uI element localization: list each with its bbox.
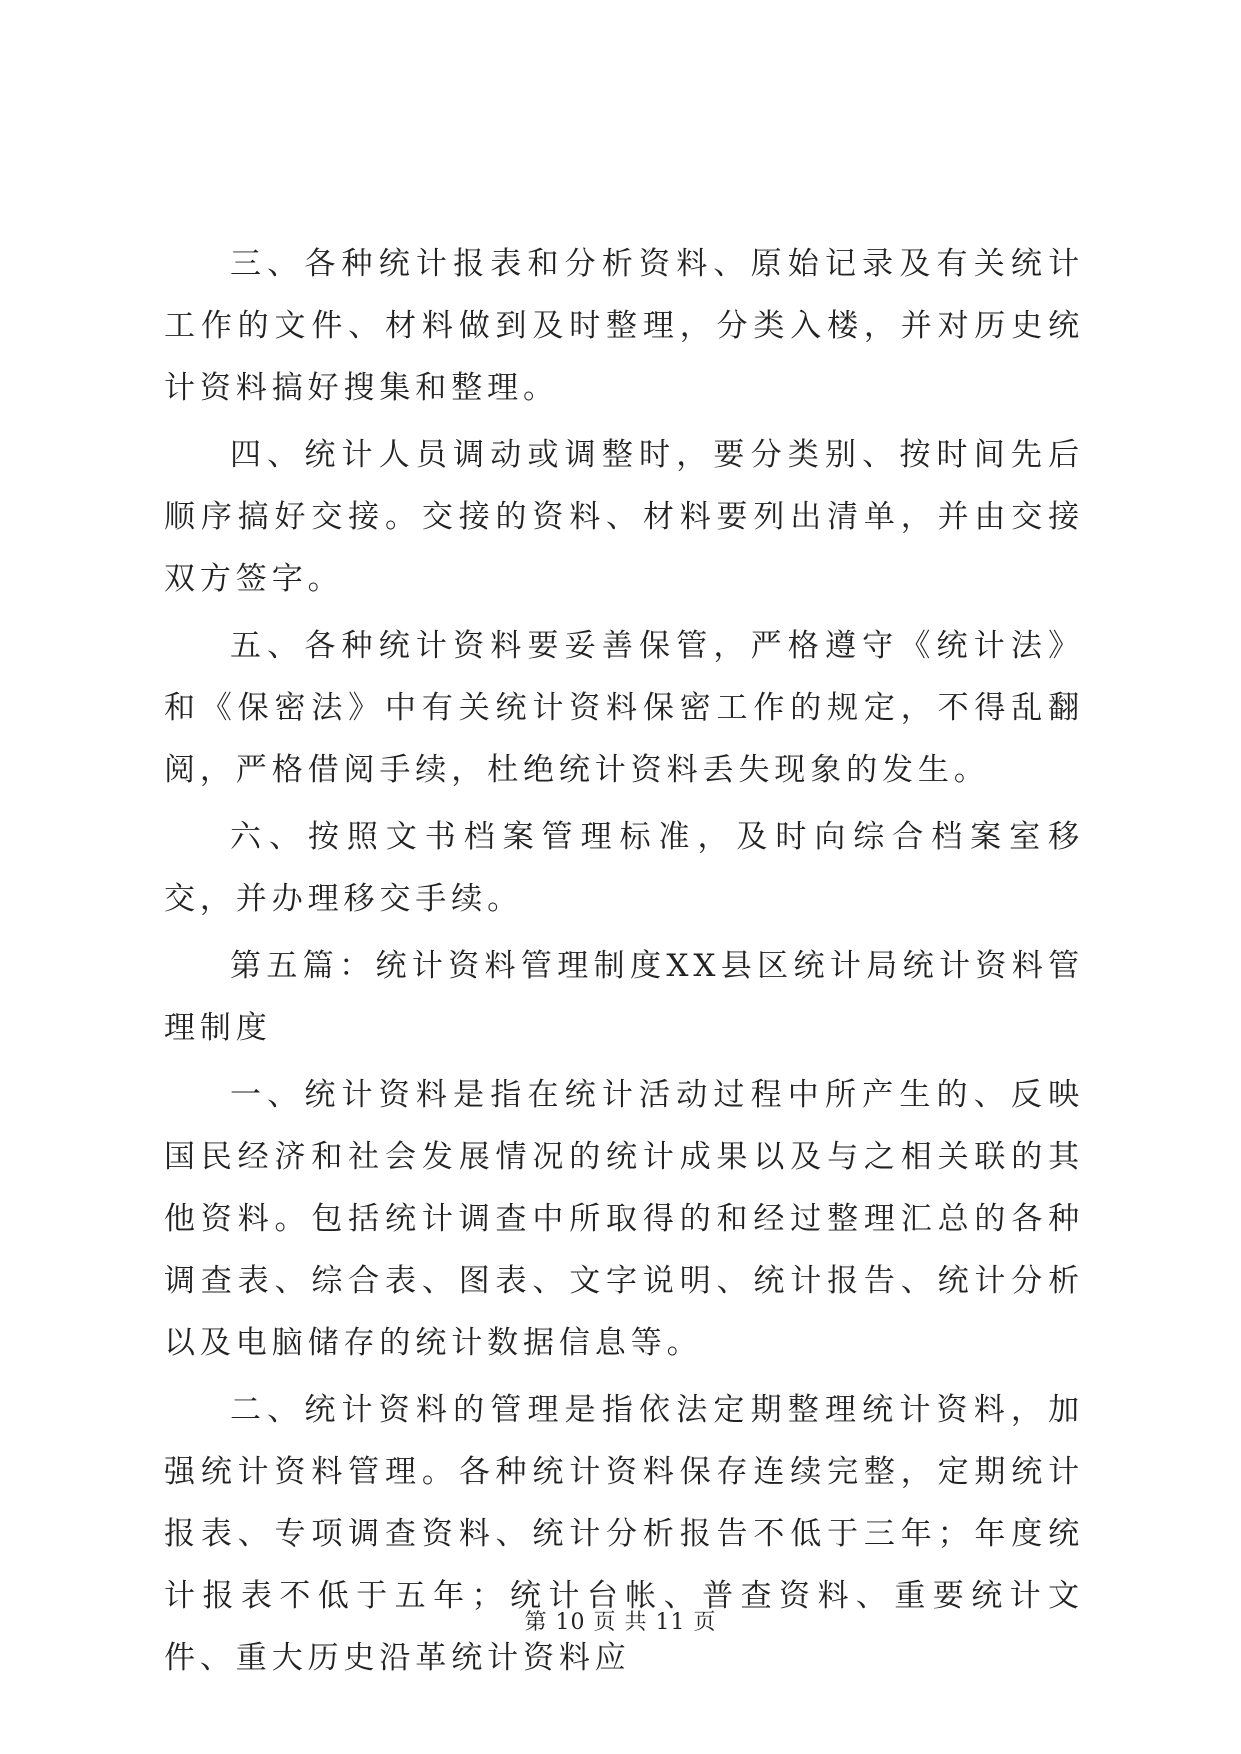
- paragraph-item-1: 一、统计资料是指在统计活动过程中所产生的、反映国民经济和社会发展情况的统计成果以及与之相关联的其他资料。包括统计调查中所取得的和经过整理汇总的各种调查表、综合表、图表、文字说明、统计报告、统计分析以及电脑储存的统计数据信息等。: [164, 1077, 1084, 1361]
- paragraph-item-2: 二、统计资料的管理是指依法定期整理统计资料，加强统计资料管理。各种统计资料保存连续完整，定期统计报表、专项调查资料、统计分析报告不低于三年；年度统计报表不低于五年；统计台帐、普查资料、重要统计文件、重大历史沿革统计资料应: [164, 1392, 1084, 1676]
- document-body: [164, 233, 1084, 1694]
- paragraph-section-4: 四、统计人员调动或调整时，要分类别、按时间先后顺序搞好交接。交接的资料、材料要列出清单，并由交接双方签字。: [164, 437, 1084, 597]
- page-footer: 第 10 页 共 11 页: [524, 1610, 717, 1635]
- paragraph-section-5: 五、各种统计资料要妥善保管，严格遵守《统计法》和《保密法》中有关统计资料保密工作的规定，不得乱翻阅，严格借阅手续，杜绝统计资料丢失现象的发生。: [164, 628, 1084, 788]
- paragraph-section-3: 三、各种统计报表和分析资料、原始记录及有关统计工作的文件、材料做到及时整理，分类入楼，并对历史统计资料搞好搜集和整理。: [164, 246, 1084, 406]
- paragraph-section-6: 六、按照文书档案管理标准，及时向综合档案室移交，并办理移交手续。: [164, 819, 1084, 917]
- chapter-heading: 第五篇：统计资料管理制度XX县区统计局统计资料管理制度: [164, 948, 1084, 1046]
